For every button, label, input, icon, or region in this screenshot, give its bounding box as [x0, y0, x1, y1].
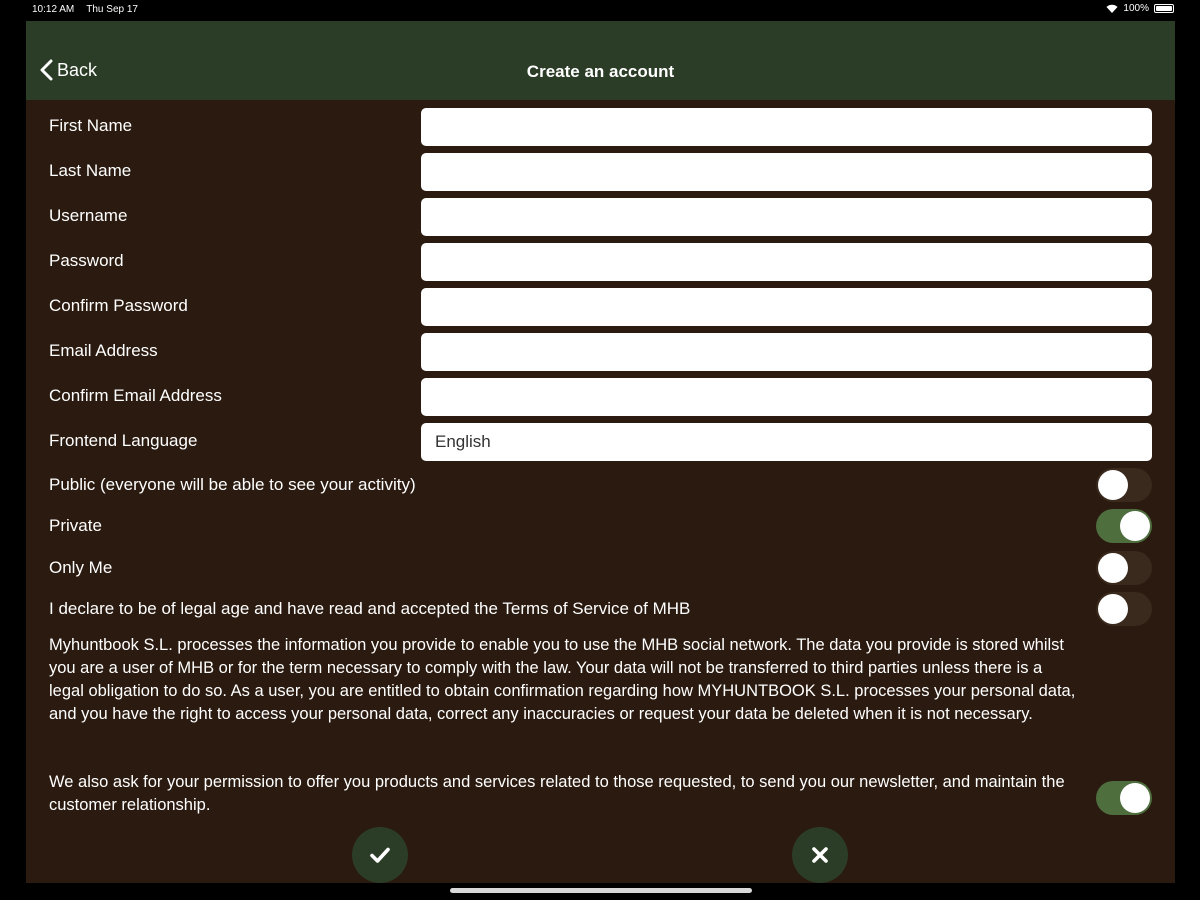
only-me-visibility-toggle[interactable] — [1096, 551, 1152, 585]
wifi-icon — [1106, 4, 1118, 13]
privacy-policy-text: Myhuntbook S.L. processes the information you provide to enable you to use the MHB social network. The data you provide is stored whilst you are a user of MHB or for the term necessary to comply with the law. Your data will not be transferred to third parties unless there is a legal obligation to do so. As a user, you are entitled to obtain confirmation regarding how MYHUNTBOOK S.L. processes your personal data, and you have the right to access your personal data, correct any inaccuracies or request your data be deleted when it is not necessary. — [49, 636, 1076, 723]
email-input[interactable] — [421, 333, 1152, 371]
battery-percent: 100% — [1123, 3, 1149, 14]
confirm-email-label: Confirm Email Address — [49, 386, 222, 405]
toggle-knob — [1120, 783, 1150, 813]
home-indicator[interactable] — [450, 888, 752, 893]
last-name-input[interactable] — [421, 153, 1152, 191]
private-visibility-label: Private — [49, 516, 102, 535]
public-visibility-label: Public (everyone will be able to see your activity) — [49, 475, 416, 494]
toggle-knob — [1098, 553, 1128, 583]
checkmark-icon — [368, 843, 392, 867]
newsletter-consent-toggle[interactable] — [1096, 781, 1152, 815]
first-name-input[interactable] — [421, 108, 1152, 146]
status-bar — [0, 0, 1200, 20]
username-label: Username — [49, 206, 128, 225]
password-label: Password — [49, 251, 124, 270]
last-name-label: Last Name — [49, 161, 132, 180]
only-me-visibility-label: Only Me — [49, 558, 113, 577]
toggle-knob — [1098, 594, 1128, 624]
confirm-button[interactable] — [352, 827, 408, 883]
toggle-knob — [1120, 511, 1150, 541]
confirm-email-input[interactable] — [421, 378, 1152, 416]
status-date: Thu Sep 17 — [86, 4, 138, 15]
navigation-bar — [26, 21, 1175, 100]
terms-of-service-toggle[interactable] — [1096, 592, 1152, 626]
frontend-language-select[interactable] — [421, 423, 1152, 461]
username-input[interactable] — [421, 198, 1152, 236]
terms-of-service-label: I declare to be of legal age and have read and accepted the Terms of Service of MHB — [49, 599, 691, 618]
email-label: Email Address — [49, 341, 158, 360]
confirm-password-input[interactable] — [421, 288, 1152, 326]
status-time: 10:12 AM — [32, 4, 75, 15]
back-label: Back — [57, 59, 98, 80]
cancel-button[interactable] — [792, 827, 848, 883]
battery-icon — [1154, 4, 1174, 13]
newsletter-consent-label: We also ask for your permission to offer you products and services related to those requested, to send you our newsletter, and maintain the customer relationship. — [49, 773, 1065, 814]
password-input[interactable] — [421, 243, 1152, 281]
first-name-label: First Name — [49, 116, 133, 135]
private-visibility-toggle[interactable] — [1096, 509, 1152, 543]
confirm-password-label: Confirm Password — [49, 296, 188, 315]
page-title: Create an account — [526, 62, 675, 81]
toggle-knob — [1098, 470, 1128, 500]
public-visibility-toggle[interactable] — [1096, 468, 1152, 502]
close-icon — [808, 843, 832, 867]
frontend-language-label: Frontend Language — [49, 431, 198, 450]
create-account-screen — [26, 21, 1175, 883]
